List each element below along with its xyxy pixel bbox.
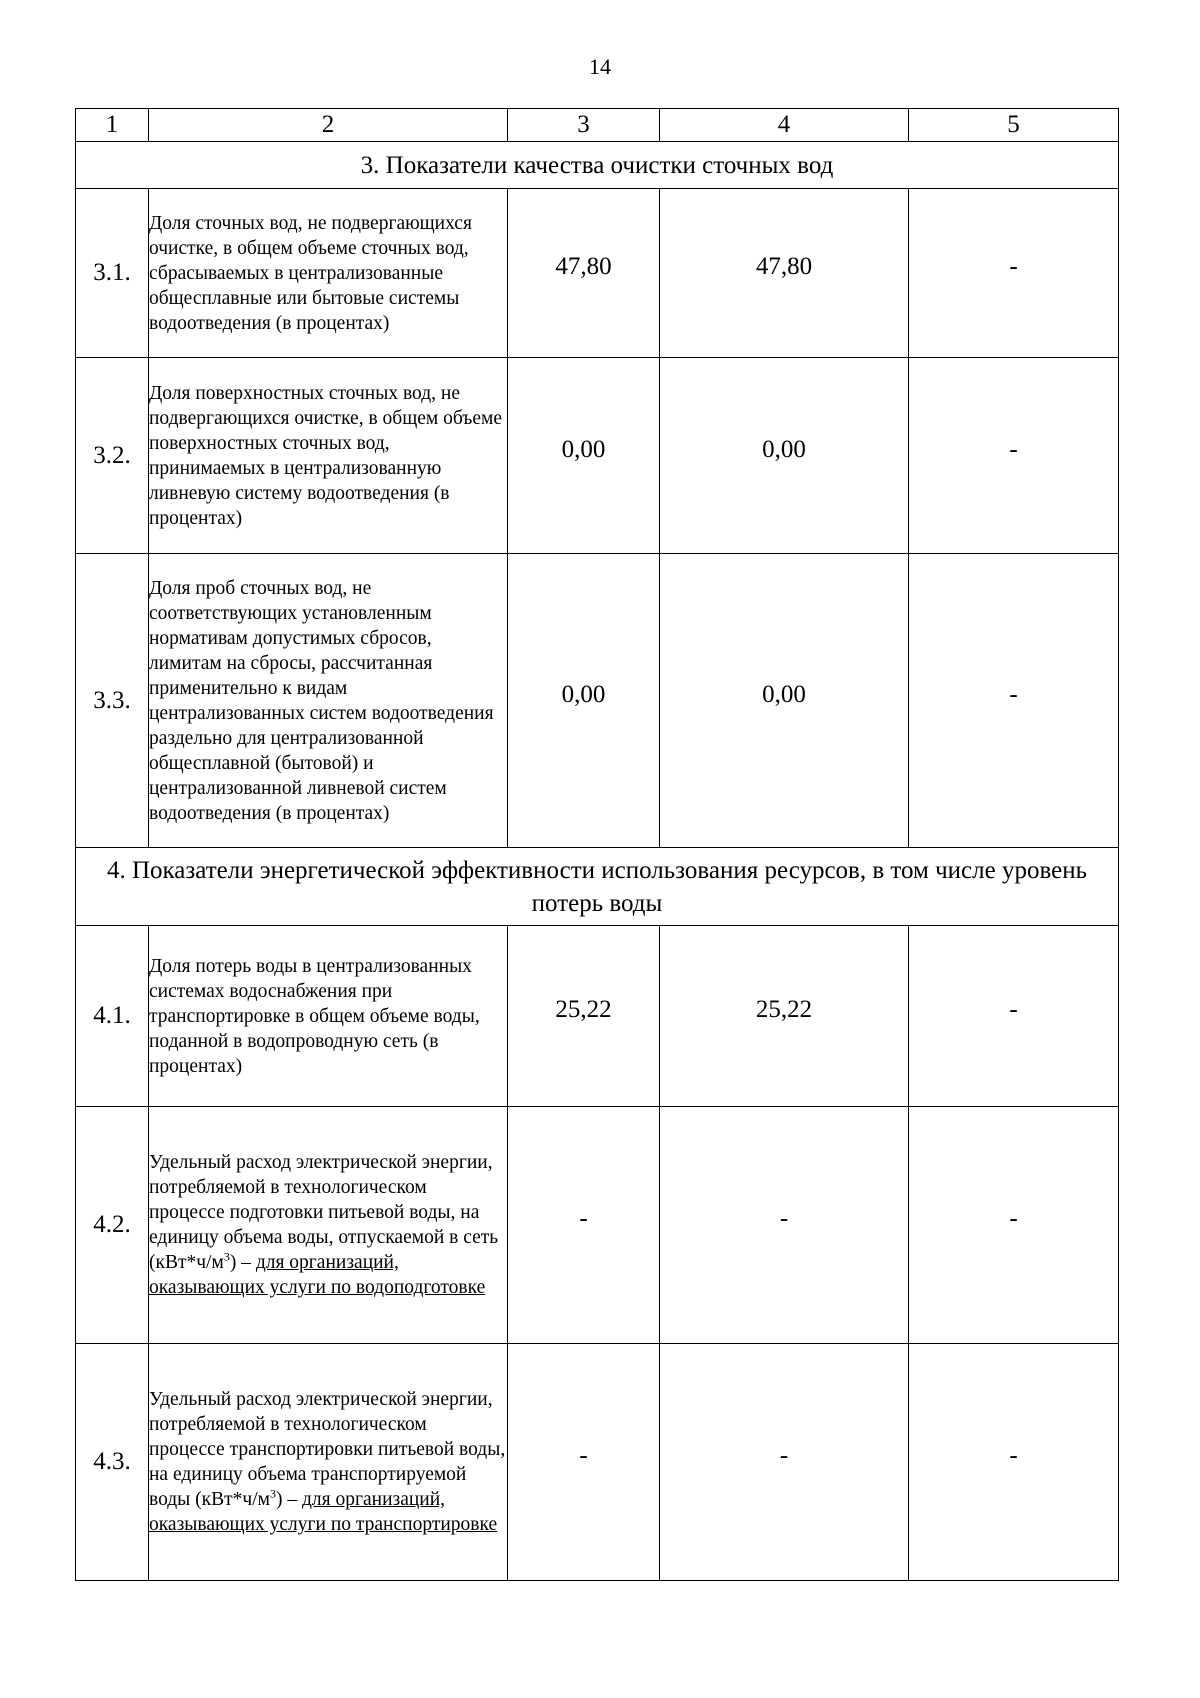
section-4-header-row	[76, 848, 1119, 926]
column-header-3: 3	[508, 109, 660, 142]
row-description: Доля поверхностных сточных вод, не подвергающихся очистке, в общем объеме поверхностных сточных вод, принимаемых в централизованную ливневую систему водоотведения (в процентах)	[149, 358, 508, 554]
cell-col-3: -	[508, 1344, 660, 1581]
row-description: Доля проб сточных вод, не соответствующих установленным нормативам допустимых сбросов, лимитам на сбросы, рассчитанная применительно к видам централизованных систем водоотведения раздельно для централизованной общесплавной (бытовой) и централизованной ливневой систем водоотведения (в процентах)	[149, 554, 508, 848]
section-3-header-row	[76, 142, 1119, 189]
row-description: Доля потерь воды в централизованных системах водоснабжения при транспортировке в общем объеме воды, поданной в водопроводную сеть (в процентах)	[149, 926, 508, 1107]
cell-col-3: 0,00	[508, 358, 660, 554]
cell-col-4: 25,22	[660, 926, 909, 1107]
table-row	[76, 554, 1119, 848]
cell-col-4: 47,80	[660, 189, 909, 358]
underlined-note: для организаций, оказывающих услуги по транспортировке	[149, 1489, 498, 1535]
row-number: 3.2.	[76, 358, 149, 554]
row-description: Доля сточных вод, не подвергающихся очистке, в общем объеме сточных вод, сбрасываемых в централизованные общесплавные или бытовые системы водоотведения (в процентах)	[149, 189, 508, 358]
row-description: Удельный расход электрической энергии, потребляемой в технологическом процессе транспортировки питьевой воды, на единицу объема транспортируемой воды $(кВт*ч/м^3)$ – для организаций, оказывающих услуги по транспортировке	[149, 1344, 508, 1581]
table-row	[76, 1344, 1119, 1581]
page-number: 14	[589, 54, 611, 79]
cell-col-3: -	[508, 1107, 660, 1344]
cell-col-5: -	[909, 358, 1119, 554]
cell-col-3: 25,22	[508, 926, 660, 1107]
row-number: 4.1.	[76, 926, 149, 1107]
row-number: 4.2.	[76, 1107, 149, 1344]
column-header-1: 1	[76, 109, 149, 142]
column-header-2: 2	[149, 109, 508, 142]
cell-col-4: -	[660, 1344, 909, 1581]
table-row	[76, 358, 1119, 554]
cell-col-5: -	[909, 926, 1119, 1107]
row-number: 3.1.	[76, 189, 149, 358]
table-row	[76, 189, 1119, 358]
section-3-title: 3. Показатели качества очистки сточных вод	[76, 142, 1119, 189]
cell-col-5: -	[909, 1107, 1119, 1344]
column-header-row	[76, 109, 1119, 142]
table-row	[76, 926, 1119, 1107]
cell-col-5: -	[909, 1344, 1119, 1581]
cell-col-3: 0,00	[508, 554, 660, 848]
section-4-title: 4. Показатели энергетической эффективности использования ресурсов, в том числе уровень потерь воды	[76, 848, 1119, 926]
cell-col-4: -	[660, 1107, 909, 1344]
cell-col-3: 47,80	[508, 189, 660, 358]
column-header-5: 5	[909, 109, 1119, 142]
cell-col-4: 0,00	[660, 358, 909, 554]
cell-col-5: -	[909, 189, 1119, 358]
cell-col-5: -	[909, 554, 1119, 848]
row-description: Удельный расход электрической энергии, потребляемой в технологическом процессе подготовки питьевой воды, на единицу объема воды, отпускаемой в сеть $(кВт*ч/м^3)$ – для организаций, оказывающих услуги по водоподготовке	[149, 1107, 508, 1344]
underlined-note: для организаций, оказывающих услуги по водоподготовке	[149, 1252, 486, 1298]
indicators-table	[75, 108, 1119, 1581]
cell-col-4: 0,00	[660, 554, 909, 848]
column-header-4: 4	[660, 109, 909, 142]
row-number: 3.3.	[76, 554, 149, 848]
row-number: 4.3.	[76, 1344, 149, 1581]
table-row	[76, 1107, 1119, 1344]
